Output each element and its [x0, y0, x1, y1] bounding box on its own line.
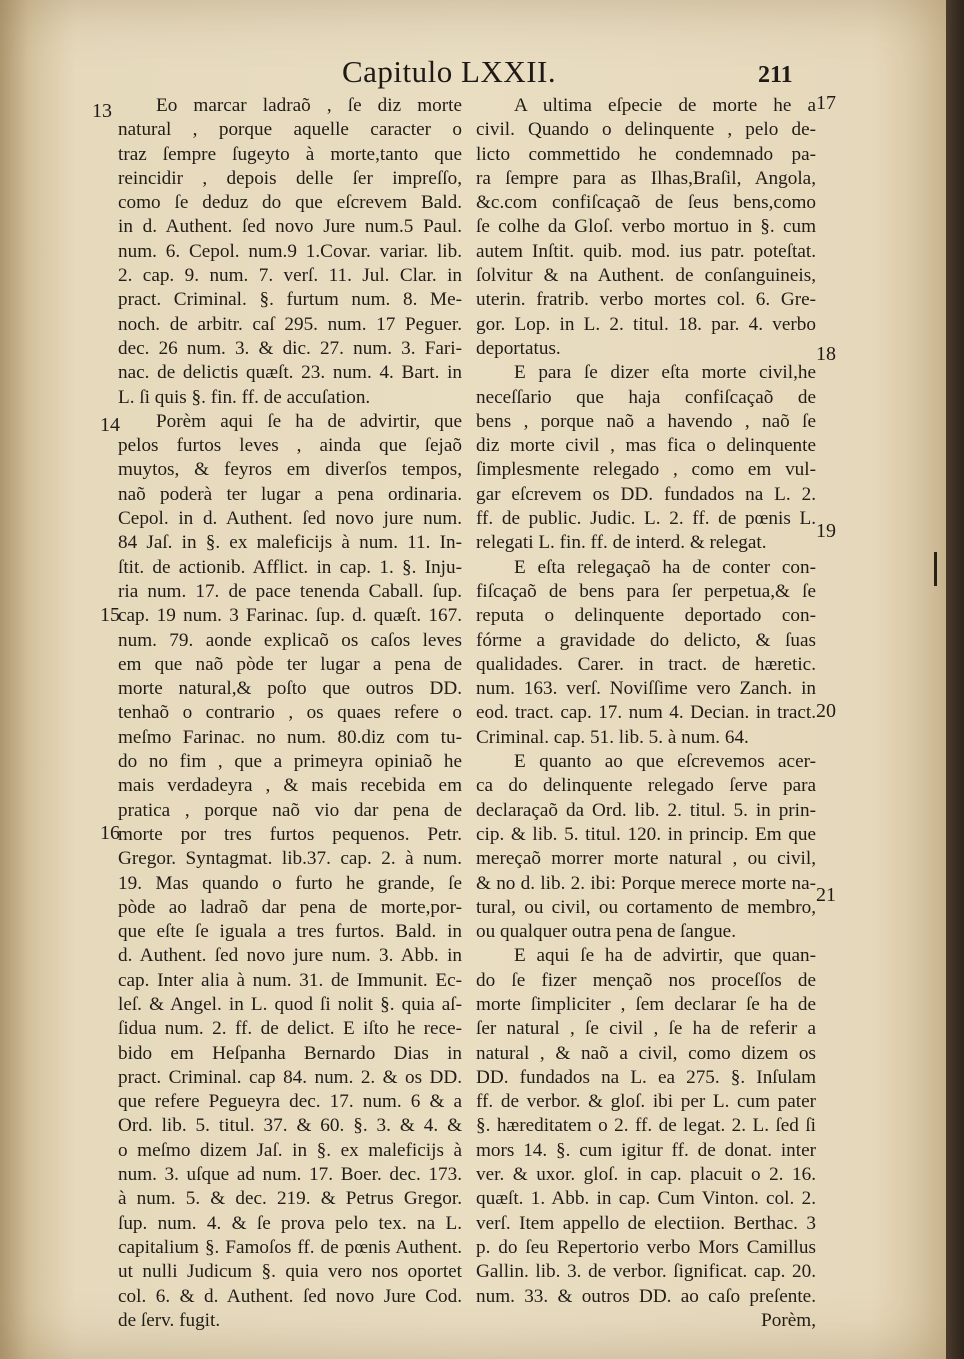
text-line: 84 Jaſ. in §. ex maleficijs à num. 11. In-: [118, 532, 462, 554]
text-line: ſup. num. 4. & ſe prova pelo tex. na L.: [118, 1212, 462, 1234]
text-line: em que naõ pòde ter lugar a pena de: [118, 653, 462, 675]
text-line: gor. Lop. in L. 2. titul. 18. par. 4. verbo: [476, 313, 816, 335]
text-line: ria num. 17. de pace tenenda Caball. ſup.: [118, 580, 462, 602]
text-line: que eſte ſe iguala a tres furtos. Bald. in: [118, 921, 462, 943]
text-line: traz ſempre ſugeyto à morte,tanto que: [118, 143, 462, 165]
text-line: d. Authent. ſed novo jure num. 3. Abb. in: [118, 945, 462, 967]
text-line: pòde ao ladraõ dar pena de morte,por-: [118, 896, 462, 918]
text-line: natural , porque aquelle caracter o: [118, 119, 462, 141]
text-line: de ſerv. fugit.: [118, 1309, 221, 1331]
text-line: ra ſempre para as Ilhas,Braſil, Angola,: [476, 167, 816, 189]
text-line: morte natural,& poſto que outros DD.: [118, 678, 462, 700]
text-line: ſer natural , ſe civil , ſe ha de referir a: [476, 1018, 816, 1040]
text-line: Criminal. cap. 51. lib. 5. à num. 64.: [476, 726, 749, 748]
text-line: pratica , porque naõ vio dar pena de: [118, 799, 462, 821]
margin-number: 19: [816, 520, 836, 542]
page-edge: [946, 0, 964, 1359]
margin-number: 16: [100, 822, 120, 844]
text-line: DD. fundados na L. ea 275. §. Inſulam: [476, 1066, 816, 1088]
text-line: ou qualquer outra pena de ſangue.: [476, 921, 736, 943]
text-line: ſtit. de actionib. Afflict. in cap. 1. §. Inju-: [118, 556, 462, 578]
text-line: reputa o delinquente deportado con-: [476, 605, 816, 627]
text-line: E eſta relegaçaõ ha de conter con-: [514, 556, 816, 578]
text-line: cip. & lib. 5. titul. 120. in princip. Em que: [476, 823, 816, 845]
text-line: tural, ou civil, ou cortamento de membro,: [476, 896, 816, 918]
text-line: o meſmo dizem Jaſ. in §. ex maleficijs à: [118, 1139, 462, 1161]
margin-number: 20: [816, 700, 836, 722]
text-line: ut nulli Judicum §. quia vero nos oportet: [118, 1261, 462, 1283]
text-line: bens , porque naõ a havendo , naõ ſe: [476, 410, 816, 432]
text-line: num. 3. uſque ad num. 17. Boer. dec. 173.: [118, 1164, 462, 1186]
margin-number: 21: [816, 884, 836, 906]
text-line: diz morte civil , mas fica o delinquente: [476, 435, 816, 457]
text-line: civil. Quando o delinquente , pelo de-: [476, 119, 816, 141]
text-line: Gregor. Syntagmat. lib.37. cap. 2. à num.: [118, 848, 462, 870]
text-line: que refere Pegueyra dec. 17. num. 6 & a: [118, 1091, 462, 1113]
text-line: Ord. lib. 5. titul. 37. & 60. §. 3. & 4. &: [118, 1115, 462, 1137]
text-line: ſolvitur & na Authent. de conſanguineis,: [476, 265, 816, 287]
text-line: relegati L. fin. ff. de interd. & relegat.: [476, 532, 767, 554]
page-number: 211: [758, 62, 793, 88]
text-line: dec. 26 num. 3. & dic. 27. num. 3. Fari-: [118, 337, 462, 359]
margin-number: 15: [100, 604, 120, 626]
right-text-column: [476, 94, 816, 1333]
text-line: do no fim , que a primeyra opiniaõ he: [118, 751, 462, 773]
text-line: natural , & naõ a civil, como dizem os: [476, 1042, 816, 1064]
text-line: A ultima eſpecie de morte he a: [514, 95, 816, 116]
text-line: mereçaõ morrer morte natural , ou civil,: [476, 848, 816, 870]
margin-number: 13: [92, 100, 112, 122]
margin-number: 14: [100, 414, 120, 436]
text-line: do ſe fizer mençaõ nos proceſſos de: [476, 969, 816, 991]
text-line: deportatus.: [476, 337, 561, 359]
text-line: Porèm aqui ſe ha de advirtir, que: [156, 410, 462, 432]
text-line: verſ. Item appello de electiion. Berthac. 3: [476, 1212, 816, 1234]
text-line: declaraçaõ da Ord. lib. 2. titul. 5. in prin-: [476, 799, 816, 821]
text-line: cap. Inter alia à num. 31. de Immunit. Ec-: [118, 969, 462, 991]
text-line: ff. de public. Judic. L. 2. ff. de pœnis L.: [476, 508, 816, 530]
text-line: Eo marcar ladraõ , ſe diz morte: [156, 95, 462, 116]
text-line: 19. Mas quando o furto he grande, ſe: [118, 872, 462, 894]
text-line: tenhaõ o contrario , os quaes refere o: [118, 702, 462, 724]
chapter-title: Capitulo LXXII.: [342, 54, 557, 89]
text-line: mors 14. §. cum igitur ff. de donat. inter: [476, 1139, 816, 1161]
text-line: leſ. & Angel. in L. quod ſi nolit §. quia aſ-: [118, 993, 462, 1015]
text-line: bido em Heſpanha Bernardo Dias in: [118, 1042, 462, 1064]
text-line: à num. 5. & dec. 219. & Petrus Gregor.: [118, 1188, 462, 1210]
text-line: cap. 19 num. 3 Farinac. ſup. d. quæſt. 167.: [118, 605, 462, 627]
text-line: eod. tract. cap. 17. num 4. Decian. in tract.: [476, 702, 816, 724]
running-header: [0, 54, 946, 94]
text-line: como ſe deduz do que eſcrevem Bald.: [118, 192, 462, 214]
text-line: pract. Criminal. cap 84. num. 2. & os DD.: [118, 1066, 462, 1088]
text-line: reincidir , depois delle ſer impreſſo,: [118, 167, 462, 189]
text-line: num. 6. Cepol. num.9 1.Covar. variar. lib.: [118, 240, 462, 262]
text-line: Porèm,: [761, 1309, 816, 1331]
text-line: qualidades. Carer. in tract. de hæretic.: [476, 653, 816, 675]
text-line: E quanto ao que eſcrevemos acer-: [514, 751, 816, 773]
text-line: fiſcaçaõ de bens para ſer perpetua,& ſe: [476, 580, 816, 602]
text-line: & no d. lib. 2. ibi: Porque merece morte na-: [476, 872, 816, 894]
text-line: ſimplesmente relegado , como em vul-: [476, 459, 816, 481]
text-line: num. 79. aonde explicaõ os caſos leves: [118, 629, 462, 651]
text-line: muytos, & feyros em diverſos tempos,: [118, 459, 462, 481]
text-line: uterin. fratrib. verbo mortes col. 6. Gre-: [476, 289, 816, 311]
text-line: ver. & uxor. gloſ. in cap. placuit o 2. 16.: [476, 1164, 816, 1186]
text-line: neceſſario que haja confiſcaçaõ de: [476, 386, 816, 408]
text-line: quæſt. 1. Abb. in cap. Cum Vinton. col. 2.: [476, 1188, 816, 1210]
margin-number: 18: [816, 343, 836, 365]
text-line: autem Inſtit. quib. mod. ius patr. poteſtat.: [476, 240, 816, 262]
text-line: ſe colhe da Gloſ. verbo mortuo in §. cum: [476, 216, 816, 238]
left-text-column: [118, 94, 462, 1333]
text-line: col. 6. & d. Authent. ſed novo Jure Cod.: [118, 1285, 462, 1307]
text-line: in d. Authent. ſed novo Jure num.5 Paul.: [118, 216, 462, 238]
text-line: num. 163. verſ. Noviſſime vero Zanch. in: [476, 678, 816, 700]
text-line: nac. de delictis quæſt. 23. num. 4. Bart. in: [118, 362, 462, 384]
text-line: &c.com confiſcaçaõ de ſeus bens,como: [476, 192, 816, 214]
text-line: meſmo Farinac. no num. 80.diz com tu-: [118, 726, 462, 748]
text-line: morte por tres furtos pequenos. Petr.: [118, 823, 462, 845]
text-line: §. hæreditatem o 2. ff. de legat. 2. L. ſed ſi: [476, 1115, 816, 1137]
text-line: capitalium §. Famoſos ff. de pœnis Authent.: [118, 1236, 462, 1258]
text-line: naõ poderà ter lugar a pena ordinaria.: [118, 483, 462, 505]
text-line: morte ſimpliciter , ſem declarar ſe ha de: [476, 993, 816, 1015]
text-line: noch. de arbitr. caſ 295. num. 17 Peguer.: [118, 313, 462, 335]
text-line: Gallin. lib. 3. de verbor. ſignificat. cap. 20.: [476, 1261, 816, 1283]
text-line: gar eſcrevem os DD. fundados na L. 2.: [476, 483, 816, 505]
text-line: ca do delinquente relegado ſerve para: [476, 775, 816, 797]
margin-ink-mark: [934, 552, 937, 586]
text-line: L. ſi quis §. fin. ff. de accuſation.: [118, 386, 371, 408]
text-line: ſidua num. 2. ff. de delict. E iſto he rece-: [118, 1018, 462, 1040]
text-line: fórme a gravidade do delicto, & ſuas: [476, 629, 816, 651]
text-line: 2. cap. 9. num. 7. verſ. 11. Jul. Clar. in: [118, 265, 462, 287]
margin-number: 17: [816, 92, 836, 114]
text-line: pract. Criminal. §. furtum num. 8. Me-: [118, 289, 462, 311]
text-line: E aqui ſe ha de advirtir, que quan-: [514, 945, 816, 967]
text-line: p. do ſeu Repertorio verbo Mors Camillus: [476, 1236, 816, 1258]
text-line: ff. de verbor. & gloſ. ibi per L. cum pater: [476, 1091, 816, 1113]
text-line: E para ſe dizer eſta morte civil,he: [514, 362, 816, 384]
text-line: pelos furtos leves , ainda que ſejaõ: [118, 435, 462, 457]
text-line: num. 33. & outros DD. ao caſo preſente.: [476, 1285, 816, 1307]
text-line: mais verdadeyra , & mais recebida em: [118, 775, 462, 797]
text-line: Cepol. in d. Authent. ſed novo jure num.: [118, 508, 462, 530]
text-line: licto commettido he condemnado pa-: [476, 143, 816, 165]
